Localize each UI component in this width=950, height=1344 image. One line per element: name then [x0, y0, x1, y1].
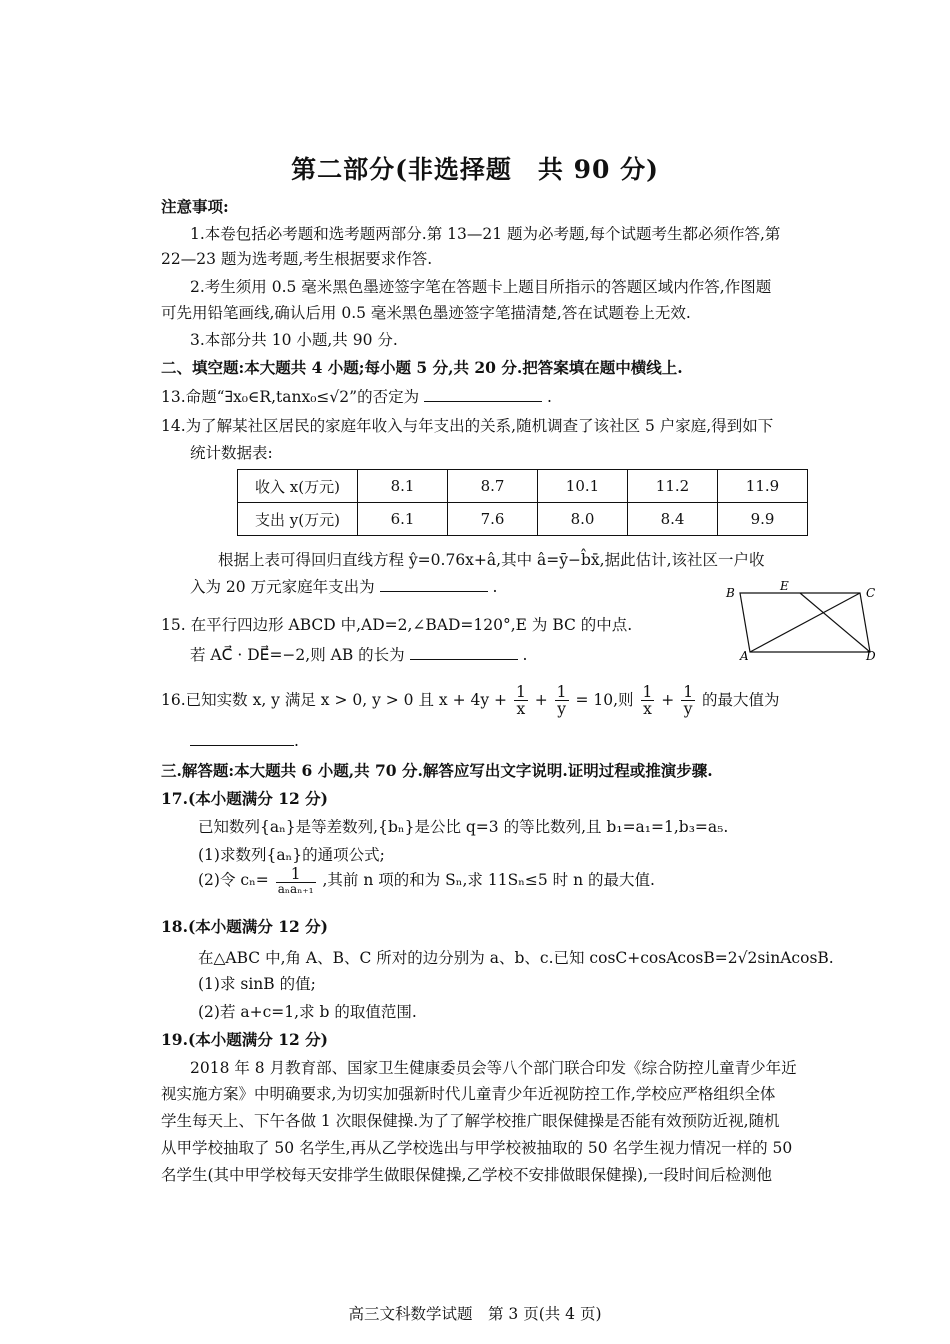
- q14-end: .: [492, 578, 498, 596]
- label-d: D: [866, 649, 876, 662]
- table-cell: 8.7: [448, 470, 538, 503]
- data-table: [237, 469, 808, 536]
- frac-num: 1: [642, 683, 653, 701]
- section3-heading: 三.解答题:本大题共 6 小题,共 70 分.解答应写出文字说明.证明过程或推演步骤.: [161, 761, 713, 780]
- table-cell: 收入 x(万元): [238, 470, 358, 503]
- segment-de: [800, 593, 870, 652]
- q14-answer-blank: [380, 577, 488, 592]
- note-1-line-2: 22—23 题为选考题,考生根据要求作答.: [161, 250, 433, 268]
- frac-den: y: [557, 700, 566, 719]
- frac-num: 1: [276, 866, 316, 883]
- note-2-line-2: 可先用铅笔画线,确认后用 0.5 毫米黑色墨迹签字笔描清楚,答在试题卷上无效.: [161, 304, 691, 322]
- q15-end: .: [522, 646, 528, 664]
- q16-text-2: = 10,则: [575, 690, 634, 709]
- q15-answer-blank: [410, 645, 518, 660]
- fraction-1-over-y: [555, 684, 569, 718]
- q18-part-2: (2)若 a+c=1,求 b 的取值范围.: [198, 1003, 417, 1021]
- page-title: 第二部分(非选择题 共 90 分): [291, 155, 659, 184]
- table-row: [238, 503, 808, 536]
- note-3: 3.本部分共 10 小题,共 90 分.: [190, 331, 398, 349]
- q19-line-2: 视实施方案》中明确要求,为切实加强新时代儿童青少年近视防控工作,学校应严格组织全体: [161, 1085, 776, 1103]
- q17-p2-text-2: ,其前 n 项的和为 Sₙ,求 11Sₙ≤5 时 n 的最大值.: [322, 870, 655, 889]
- q18-line-1: 在△ABC 中,角 A、B、C 所对的边分别为 a、b、c.已知 cosC+cosAcosB=2√2sinAcosB.: [198, 949, 834, 967]
- table-cell: 8.4: [628, 503, 718, 536]
- q14-line-1: 14.为了解某社区居民的家庭年收入与年支出的关系,随机调查了该社区 5 户家庭,得到如下: [161, 417, 774, 435]
- notes-heading: 注意事项:: [161, 197, 229, 216]
- frac-den: aₙaₙ₊₁: [277, 882, 314, 897]
- section2-heading: 二、填空题:本大题共 4 小题;每小题 5 分,共 20 分.把答案填在题中横线上.: [161, 358, 683, 377]
- q16-text-1: 16.已知实数 x, y 满足 x > 0, y > 0 且 x + 4y +: [161, 690, 508, 709]
- label-e: E: [780, 580, 789, 593]
- q16-text-3: 的最大值为: [702, 690, 780, 709]
- q16-answer-line: [190, 731, 299, 750]
- parallelogram-figure: [720, 580, 880, 662]
- fraction-1-over-y: [681, 684, 695, 718]
- q15-text: 若 AC⃗ · DE⃗=−2,则 AB 的长为: [190, 646, 405, 664]
- page-footer: 高三文科数学试题 第 3 页(共 4 页): [348, 1305, 602, 1323]
- table-cell: 9.9: [718, 503, 808, 536]
- q17-part-1: (1)求数列{aₙ}的通项公式;: [198, 846, 385, 864]
- q19-line-1: 2018 年 8 月教育部、国家卫生健康委员会等八个部门联合印发《综合防控儿童青少年近: [190, 1059, 797, 1077]
- q14-line-4: [190, 575, 497, 597]
- q17-line-1: 已知数列{aₙ}是等差数列,{bₙ}是公比 q=3 的等比数列,且 b₁=a₁=1,b₃=a₅.: [198, 818, 729, 836]
- frac-den: x: [643, 700, 652, 719]
- table-cell: 10.1: [538, 470, 628, 503]
- q13-answer-blank: [424, 387, 542, 402]
- fraction-1-over-x: [641, 684, 655, 718]
- note-1-line-1: 1.本卷包括必考题和选考题两部分.第 13—21 题为必考题,每个试题考生都必须作答,第: [190, 225, 781, 243]
- q19-line-4: 从甲学校抽取了 50 名学生,再从乙学校选出与甲学校被抽取的 50 名学生视力情况一样的 50: [161, 1139, 793, 1157]
- q16-answer-blank: [190, 731, 294, 746]
- q15-line-2: [190, 643, 527, 665]
- table-cell: 8.1: [358, 470, 448, 503]
- q19-heading: 19.(本小题满分 12 分): [161, 1030, 328, 1049]
- note-2-line-1: 2.考生须用 0.5 毫米黑色墨迹签字笔在答题卡上题目所指示的答题区域内作答,作图题: [190, 278, 772, 296]
- frac-den: x: [516, 700, 526, 719]
- q16-end: .: [294, 732, 299, 750]
- table-cell: 8.0: [538, 503, 628, 536]
- diagonal-ac: [750, 593, 860, 652]
- label-b: B: [726, 586, 735, 600]
- q19-line-5: 名学生(其中甲学校每天安排学生做眼保健操,乙学校不安排做眼保健操),一段时间后检测他: [161, 1166, 772, 1184]
- q17-heading: 17.(本小题满分 12 分): [161, 789, 328, 808]
- q17-part-2: [198, 866, 655, 896]
- fraction-cn: [276, 866, 316, 896]
- table-cell: 11.9: [718, 470, 808, 503]
- frac-num: 1: [683, 683, 694, 701]
- q18-heading: 18.(本小题满分 12 分): [161, 917, 328, 936]
- table-row: [238, 470, 808, 503]
- q19-line-3: 学生每天上、下午各做 1 次眼保健操.为了了解学校推广眼保健操是否能有效预防近视,随机: [161, 1112, 780, 1130]
- frac-den: y: [683, 700, 693, 719]
- frac-num: 1: [556, 683, 567, 701]
- question-13: [161, 385, 552, 407]
- table-cell: 支出 y(万元): [238, 503, 358, 536]
- q14-line-2: 统计数据表:: [190, 444, 273, 462]
- q18-part-1: (1)求 sinB 的值;: [198, 975, 316, 993]
- question-16: 16.已知实数 x, y 满足 x > 0, y > 0 且 x + 4y + $\frac{1}{x}$ + $\frac{1}{y}$ = 10,则 $\frac{1}{x}$ + $\frac{1}{y}$ 的最大值为: [161, 683, 780, 719]
- table-cell: 6.1: [358, 503, 448, 536]
- label-a: A: [740, 649, 749, 662]
- q13-end: .: [546, 388, 552, 406]
- fraction-1-over-x: [514, 684, 528, 718]
- q17-p2-text-1: (2)令 cₙ=: [198, 870, 269, 889]
- frac-num: 1: [515, 683, 526, 701]
- q14-text: 入为 20 万元家庭年支出为: [190, 578, 375, 596]
- table-cell: 11.2: [628, 470, 718, 503]
- label-c: C: [866, 586, 876, 600]
- q15-line-1: 15. 在平行四边形 ABCD 中,AD=2,∠BAD=120°,E 为 BC 的中点.: [161, 616, 633, 634]
- table-cell: 7.6: [448, 503, 538, 536]
- q14-line-3: 根据上表可得回归直线方程 ŷ=0.76x+â,其中 â=ȳ−b̂x̄,据此估计,该社区一户收: [218, 551, 765, 569]
- q13-text: 13.命题“∃x₀∈R,tanx₀≤√2”的否定为: [161, 388, 420, 406]
